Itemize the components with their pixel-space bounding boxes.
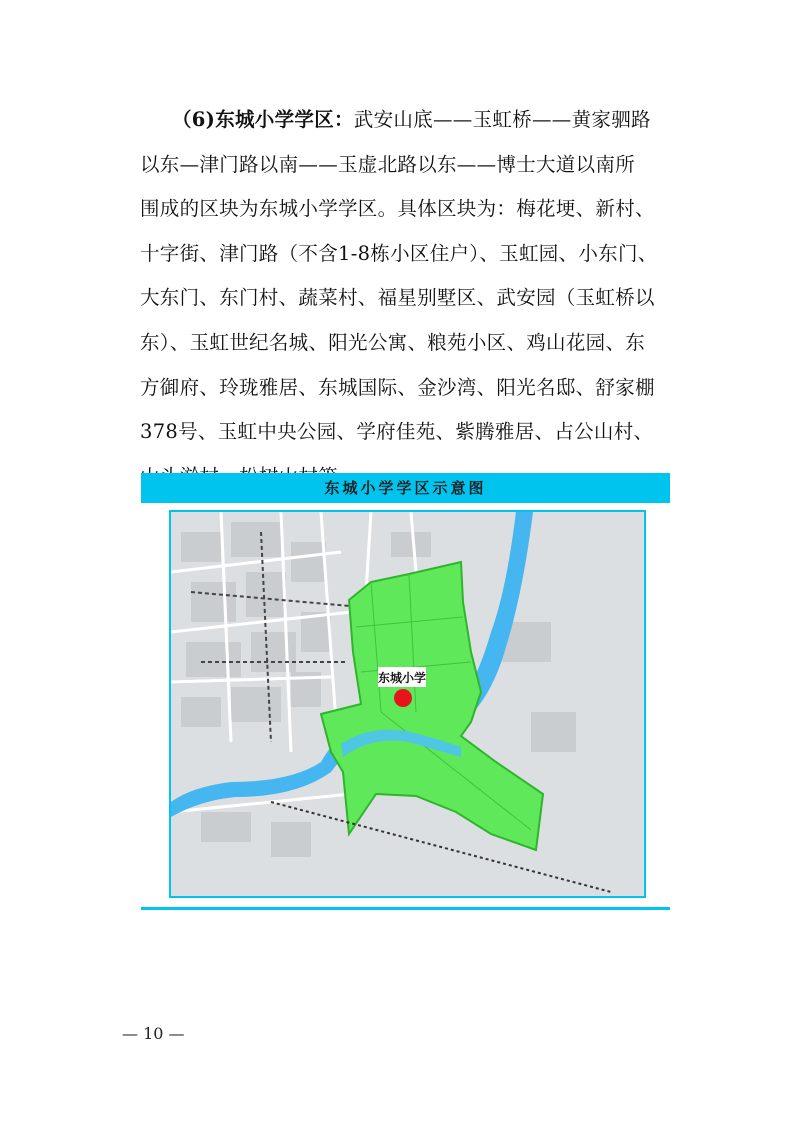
map-title-bar: 东城小学学区示意图 — [141, 473, 670, 503]
school-label: 东城小学 — [377, 671, 427, 685]
text-line-7: 方御府、玲珑雅居、东城国际、金沙湾、阳光名邸、舒家棚 — [140, 375, 655, 399]
district-map — [169, 510, 646, 898]
text-line-6: 东）、玉虹世纪名城、阳光公寓、粮苑小区、鸡山花园、东 — [140, 330, 646, 354]
boundary-text: 武安山底——玉虹桥——黄家驷路 — [353, 108, 651, 131]
school-marker-icon — [394, 689, 412, 707]
district-description — [140, 98, 680, 499]
text-line-2: 以东—津门路以南——玉虚北路以东——博士大道以南所 — [140, 152, 635, 176]
text-line-4: 十字街、津门路（不含1-8栋小区住户）、玉虹园、小东门、 — [140, 241, 658, 265]
text-line-3: 围成的区块为东城小学学区。具体区块为：梅花埂、新村、 — [140, 197, 655, 221]
text-line-5: 大东门、东门村、蔬菜村、福星别墅区、武安园（玉虹桥以 — [140, 286, 655, 310]
map-canvas — [171, 512, 644, 896]
page-number: — 10 — — [122, 1024, 185, 1043]
bottom-divider — [141, 907, 670, 910]
text-line-8: 378号、玉虹中央公园、学府佳苑、紫腾雅居、占公山村、 — [140, 420, 654, 444]
district-heading: （6)东城小学学区： — [172, 108, 354, 131]
text-line-1 — [140, 98, 680, 143]
